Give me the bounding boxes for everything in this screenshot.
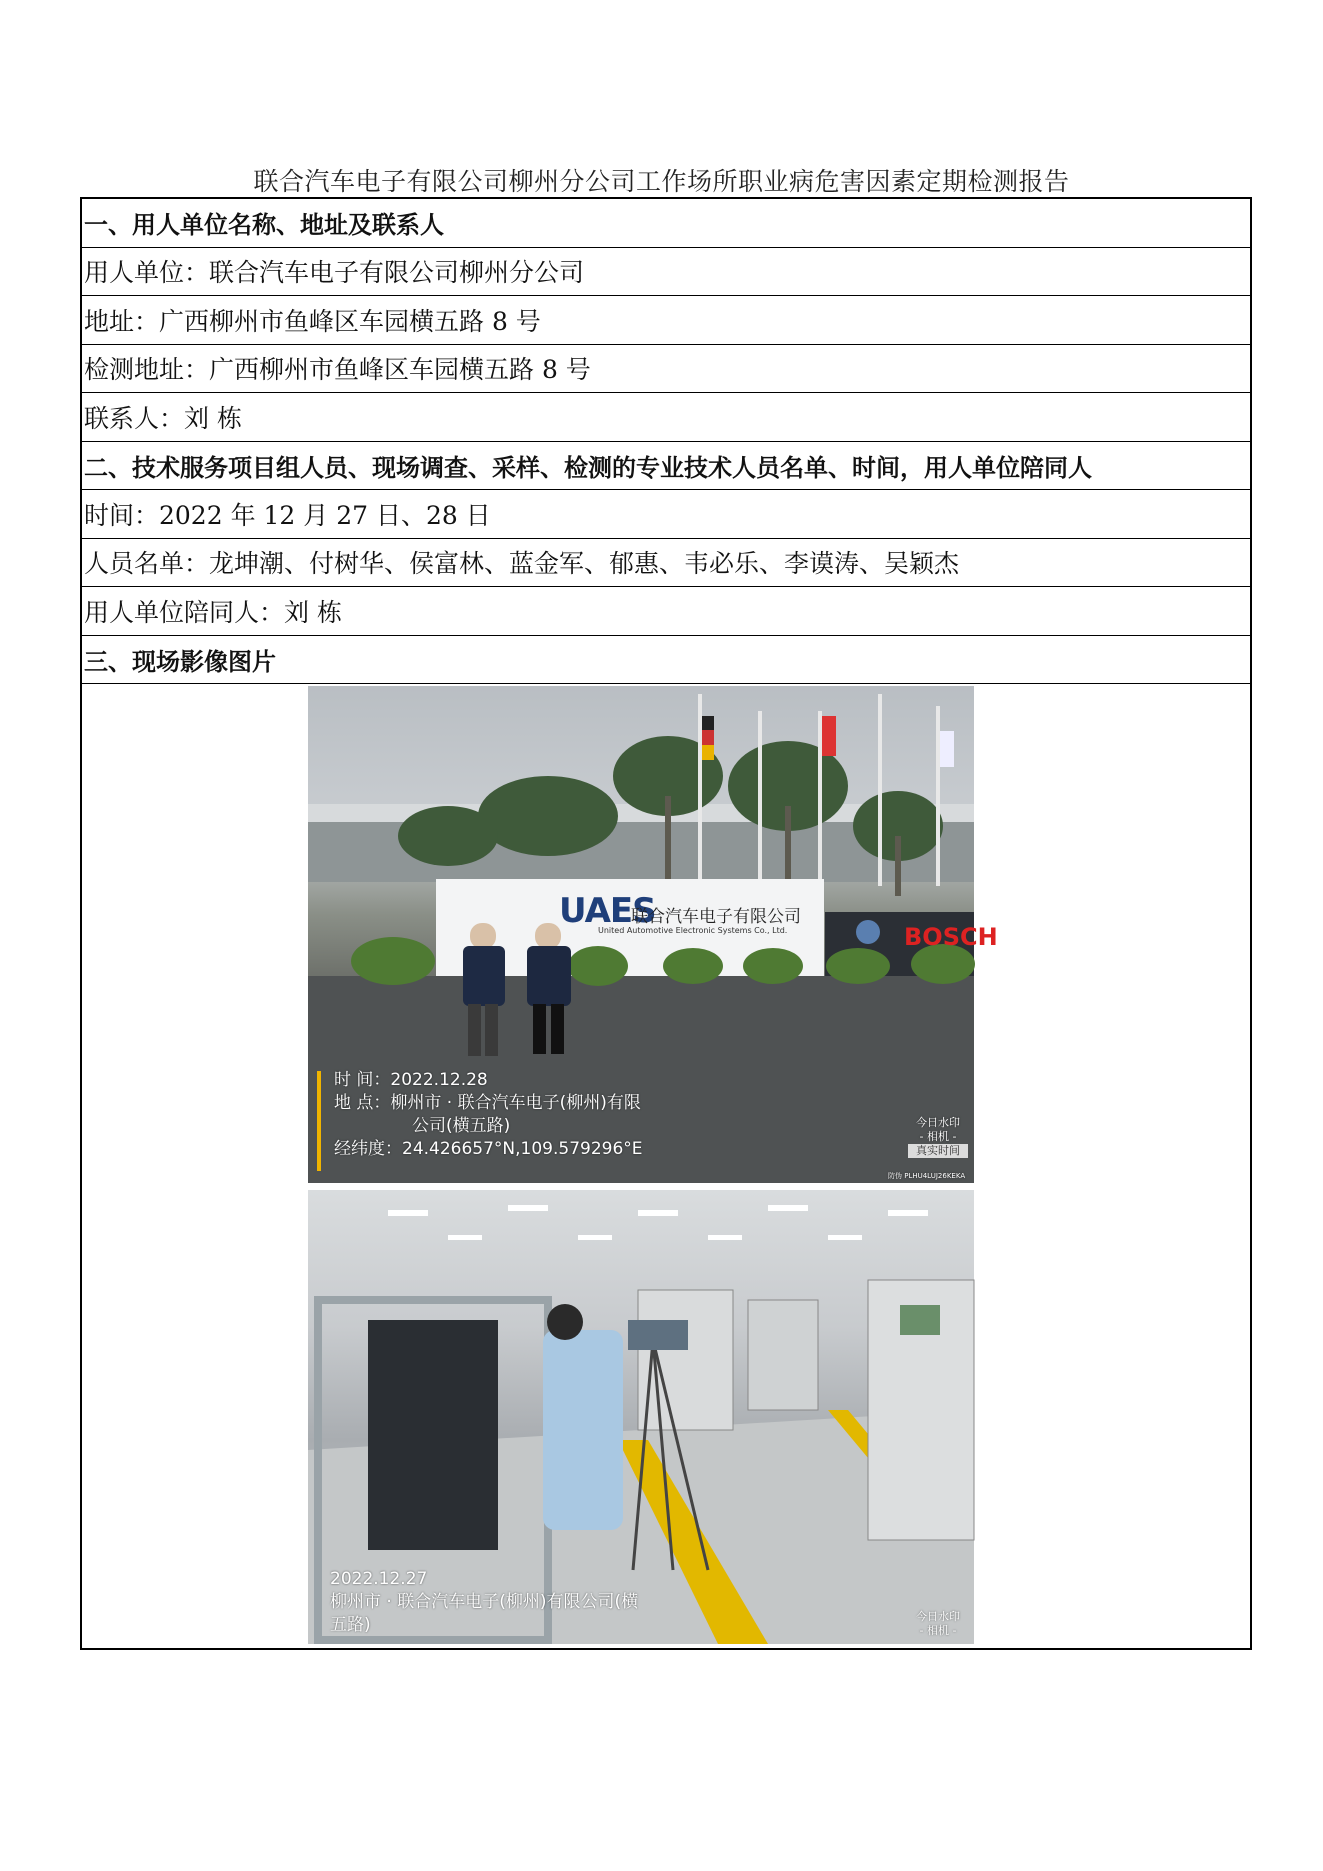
- watermark-time-2: 2022.12.27: [330, 1569, 428, 1589]
- section-heading-1: 一、用人单位名称、地址及联系人: [82, 199, 1250, 248]
- employer-row: 用人单位：联合汽车电子有限公司柳州分公司: [82, 248, 1250, 297]
- site-photo-entrance: [308, 686, 998, 1183]
- address-row: 地址：广西柳州市鱼峰区车园横五路 8 号: [82, 296, 1250, 345]
- watermark-place-cont: 公司(横五路): [412, 1116, 511, 1136]
- watermark-brand-2: 今日水印 - 相机 -: [916, 1610, 960, 1637]
- uaes-logo: UAES: [559, 891, 656, 931]
- document-title: 联合汽车电子有限公司柳州分公司工作场所职业病危害因素定期检测报告: [253, 167, 1070, 196]
- section-heading-2: 二、技术服务项目组人员、现场调查、采样、检测的专业技术人员名单、时间，用人单位陪同人: [82, 442, 1250, 491]
- watermark-place-2: 柳州市 · 联合汽车电子(柳州)有限公司(横: [330, 1592, 639, 1612]
- watermark-place-2-cont: 五路): [330, 1615, 371, 1635]
- photo-cell: [82, 684, 1250, 1648]
- site-photo-workshop: [308, 1190, 974, 1644]
- companion-row: 用人单位陪同人：刘 栋: [82, 587, 1250, 636]
- personnel-row: 人员名单：龙坤潮、付树华、侯富林、蓝金军、郁惠、韦必乐、李谟涛、吴颖杰: [82, 539, 1250, 588]
- watermark-time: 时 间：2022.12.28: [334, 1070, 488, 1090]
- test-address-row: 检测地址：广西柳州市鱼峰区车园横五路 8 号: [82, 345, 1250, 394]
- sign-english-name: United Automotive Electronic Systems Co., Ltd.: [598, 926, 788, 935]
- report-table: [80, 197, 1252, 1650]
- watermark-bar: [317, 1071, 321, 1171]
- watermark-brand: 今日水印 - 相机 - 真实时间: [908, 1116, 968, 1158]
- watermark-text: [334, 1069, 643, 1161]
- time-row: 时间：2022 年 12 月 27 日、28 日: [82, 490, 1250, 539]
- watermark-text-2: [330, 1568, 638, 1637]
- watermark-place: 地 点：柳州市 · 联合汽车电子(柳州)有限: [334, 1093, 641, 1113]
- watermark-code: 防伪 PLHU4LUJ26KEKA: [888, 1172, 966, 1180]
- watermark-coords: 经纬度：24.426657°N,109.579296°E: [334, 1139, 643, 1159]
- contact-row: 联系人：刘 栋: [82, 393, 1250, 442]
- sign-chinese-name: 联合汽车电子有限公司: [631, 907, 801, 927]
- bosch-logo: BOSCH: [904, 923, 998, 951]
- section-heading-3: 三、现场影像图片: [82, 636, 1250, 685]
